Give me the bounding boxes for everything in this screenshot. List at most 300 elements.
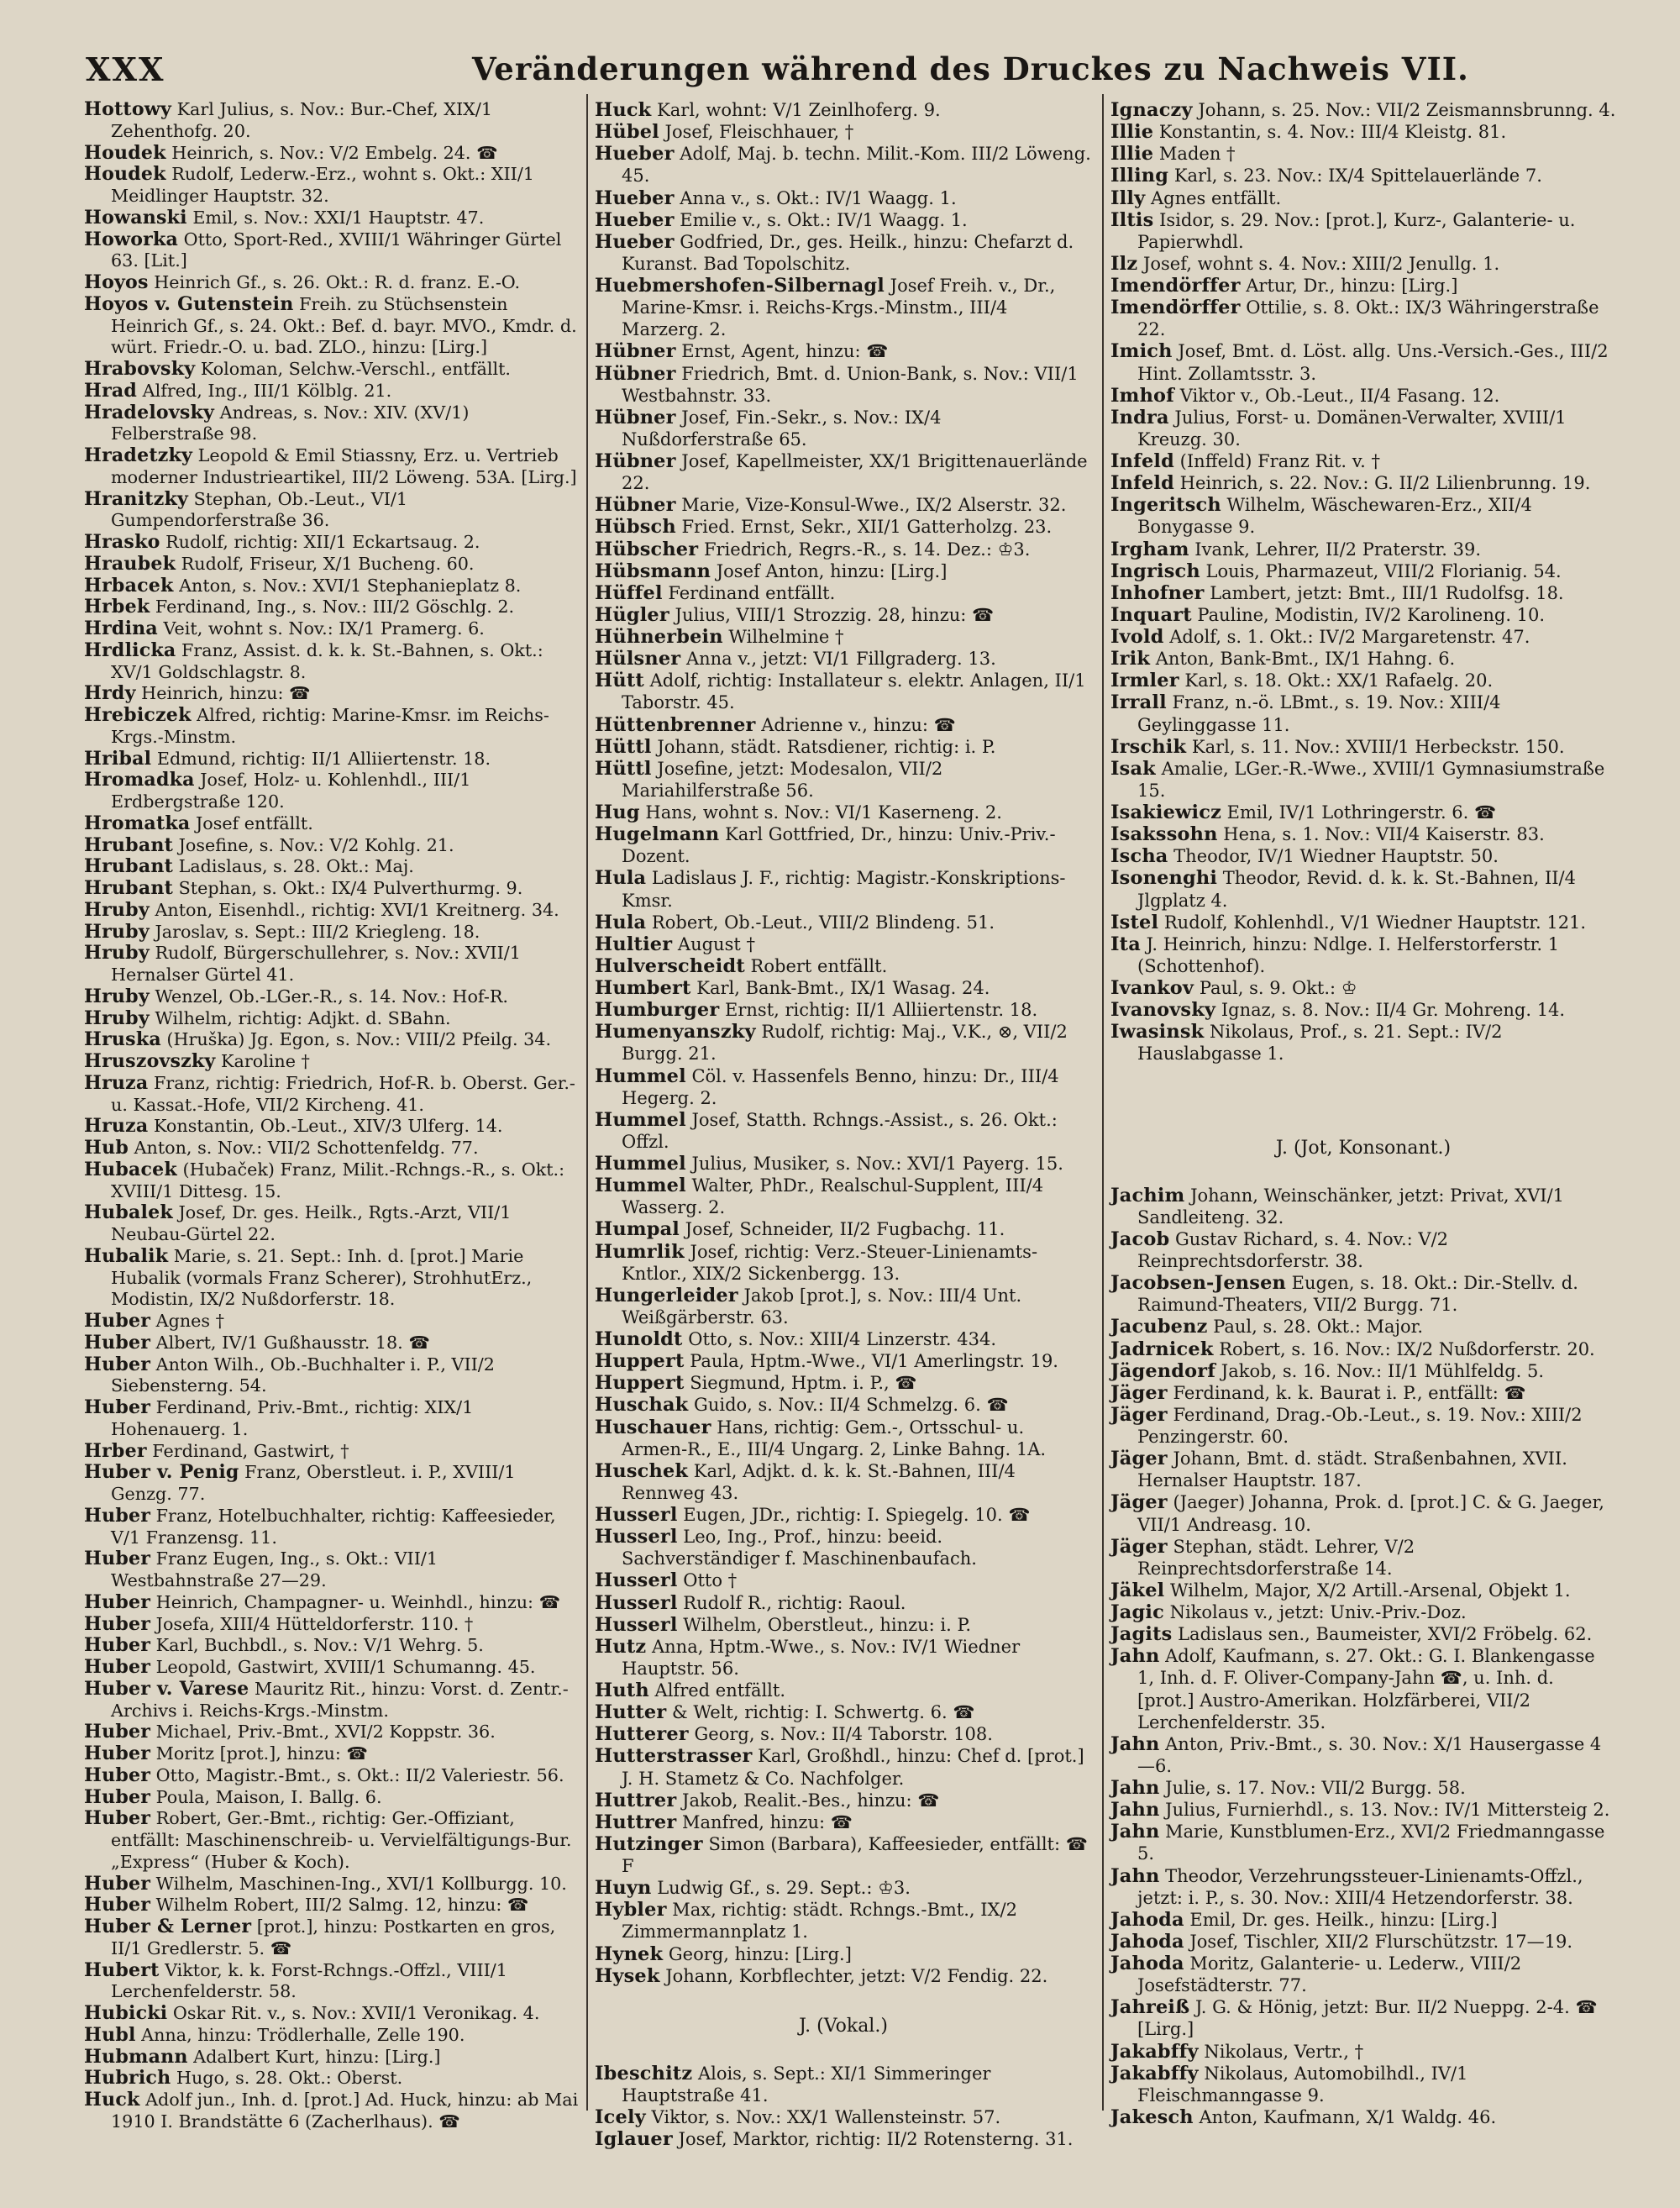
entry-surname: Huth <box>595 1680 649 1701</box>
directory-entry <box>84 576 581 597</box>
directory-entry <box>1110 340 1616 384</box>
entry-details: Godfried, Dr., ges. Heilk., hinzu: Chefarzt d. Kuranst. Bad Topolschitz. <box>622 231 1074 274</box>
directory-entry <box>1110 1931 1616 1953</box>
entry-surname: Hüttl <box>595 735 652 758</box>
entry-details: Anton, Bank-Bmt., IX/1 Hahng. 6. <box>1150 649 1456 670</box>
entry-surname: Hübsmann <box>595 560 711 582</box>
entry-details: Karl Gottfried, Dr., hinzu: Univ.-Priv.-Dozent. <box>622 824 1056 867</box>
entry-details: Moritz, Galanterie- u. Lederw., VIII/2 Josefstädterstr. 77. <box>1137 1953 1522 1996</box>
entry-surname: Huttrer <box>595 1811 677 1833</box>
entry-surname: Jäger <box>1110 1381 1168 1404</box>
entry-surname: Humburger <box>595 999 720 1022</box>
entry-surname: Hummel <box>595 1065 686 1087</box>
entry-surname: Huber v. Varese <box>84 1677 249 1700</box>
entry-details: Adolf jun., Inh. d. [prot.] Ad. Huck, hinzu: ab Mai 1910 I. Brandstätte 6 (Zacherlhaus). ☎ <box>111 2090 579 2132</box>
entry-details: Agnes † <box>150 1311 224 1331</box>
directory-entry <box>595 2128 1092 2150</box>
directory-entry <box>595 1218 1092 1240</box>
entry-surname: Hubalek <box>84 1201 173 1224</box>
entry-surname: Hromadka <box>84 769 195 791</box>
entry-surname: Hutterstrasser <box>595 1745 753 1768</box>
page-number: XXX <box>86 50 165 88</box>
entry-details: Robert entfällt. <box>744 955 888 976</box>
section-heading: J. (Vokal.) <box>799 2015 888 2037</box>
directory-entry <box>84 835 581 857</box>
directory-entry <box>1110 209 1616 253</box>
entry-details: Ladislaus, s. 28. Okt.: Maj. <box>173 856 414 877</box>
entry-surname: Jahoda <box>1110 1908 1184 1931</box>
entry-details: Ernst, richtig: II/1 Alliiertenstr. 18. <box>719 1000 1038 1021</box>
entry-details: Max, richtig: städt. Rchngs.-Bmt., IX/2 Zimmermannplatz 1. <box>622 1900 1017 1943</box>
entry-surname: Hottowy <box>84 98 172 120</box>
directory-entry <box>84 554 581 576</box>
entry-surname: Huebmershofen-Silbernagl <box>595 275 885 297</box>
directory-entry <box>1110 1799 1616 1821</box>
entry-details: Pauline, Modistin, IV/2 Karolineng. 10. <box>1191 604 1546 625</box>
entry-surname: Jahn <box>1110 1821 1160 1843</box>
entry-details: Freih. zu Stüchsenstein Heinrich Gf., s. 24. Okt.: Bef. d. bayr. MVO., Kmdr. d. würt. Friedr.-O. u. bad. ZLO., hinzu: [Lirg.] <box>111 293 577 358</box>
entry-details: Josef, Statth. Rchngs.-Assist., s. 26. Okt.: Offzl. <box>622 1109 1058 1152</box>
directory-entry <box>1110 560 1616 582</box>
entry-details: Rudolf, richtig: XII/1 Eckartsaug. 2. <box>160 532 480 552</box>
entry-details: Marie, s. 21. Sept.: Inh. d. [prot.] Marie Hubalik (vormals Franz Scherer), StrohhutErz., Modistin, IX/2 Nußdorferstr. 18. <box>111 1245 533 1310</box>
directory-entry <box>84 402 581 446</box>
entry-details: Karl, s. 11. Nov.: XVIII/1 Herbeckstr. 150. <box>1186 736 1565 757</box>
entry-details: Robert, Ger.-Bmt., richtig: Ger.-Offiziant, entfällt: Maschinenschreib- u. Vervielfältigungs-Bur. „Express“ (Huber & Koch). <box>111 1808 572 1872</box>
entry-surname: Husserl <box>595 1504 678 1526</box>
entry-details: Louis, Pharmazeut, VIII/2 Florianig. 54. <box>1200 560 1562 581</box>
entry-surname: Hrbacek <box>84 574 174 597</box>
entry-details: Josef, Fleischhauer, † <box>659 122 854 143</box>
directory-entry <box>595 1877 1092 1899</box>
entry-details: Johann, Weinschänker, jetzt: Privat, XVI/1 Sandleiteng. 32. <box>1137 1185 1565 1228</box>
entry-details: Karl, Buchbdl., s. Nov.: V/1 Wehrg. 5. <box>150 1635 484 1656</box>
entry-surname: Ivold <box>1110 626 1164 648</box>
entry-surname: Hrubant <box>84 877 174 899</box>
entry-details: Josef, Tischler, XII/2 Flurschützstr. 17—19. <box>1184 1931 1573 1952</box>
entry-surname: Iglauer <box>595 2128 673 2151</box>
entry-surname: Huber <box>84 1807 151 1830</box>
entry-details: Anton Wilh., Ob.-Buchhalter i. P., VII/2 Siebensterng. 54. <box>111 1354 495 1396</box>
entry-surname: Hübner <box>595 450 676 472</box>
entry-surname: Hrdina <box>84 618 158 639</box>
directory-entry <box>1110 691 1616 735</box>
entry-details: Anton, Priv.-Bmt., s. 30. Nov.: X/1 Hausergasse 4—6. <box>1137 1733 1602 1776</box>
entry-details: Guido, s. Nov.: II/4 Schmelzg. 6. ☎ <box>688 1395 1009 1416</box>
entry-details: Karl, wohnt: V/1 Zeinlhoferg. 9. <box>651 100 941 120</box>
entry-surname: Huck <box>84 2089 140 2111</box>
directory-entry <box>1110 1909 1616 1931</box>
entry-details: Josef Freih. v., Dr., Marine-Kmsr. i. Reichs-Krgs.-Minstm., III/4 Marzerg. 2. <box>622 276 1056 340</box>
entry-details: Anna v., jetzt: VI/1 Fillgraderg. 13. <box>680 649 996 670</box>
directory-entry <box>595 1504 1092 1526</box>
directory-entry <box>595 1328 1092 1350</box>
entry-surname: Imhof <box>1110 384 1175 407</box>
directory-entry <box>84 1311 581 1333</box>
entry-surname: Ibeschitz <box>595 2062 693 2084</box>
entry-surname: Hubalik <box>84 1244 169 1267</box>
directory-entry <box>595 1592 1092 1614</box>
entry-surname: Huber <box>84 1353 151 1375</box>
entry-details: Heinrich, s. 22. Nov.: G. II/2 Lilienbrunng. 19. <box>1174 473 1591 494</box>
directory-entry <box>84 1506 581 1549</box>
entry-details: Fried. Ernst, Sekr., XII/1 Gatterholzg. 23. <box>675 517 1053 538</box>
directory-entry <box>84 1462 581 1506</box>
directory-entry <box>84 1635 581 1657</box>
entry-surname: Hruska <box>84 1028 161 1051</box>
directory-entry <box>595 1790 1092 1811</box>
directory-entry <box>84 99 581 143</box>
entry-details: Otto † <box>677 1570 738 1591</box>
entry-surname: Humbert <box>595 977 691 999</box>
entry-surname: Howanski <box>84 206 187 229</box>
entry-surname: Hrdlicka <box>84 639 176 661</box>
entry-details: Hugo, s. 28. Okt.: Oberst. <box>171 2068 403 2089</box>
directory-entry <box>84 749 581 770</box>
directory-entry <box>1110 1316 1616 1338</box>
entry-details: Josef, Schneider, II/2 Fugbachg. 11. <box>680 1219 1005 1240</box>
directory-entry <box>1110 99 1616 121</box>
directory-entry <box>595 1460 1092 1504</box>
directory-entry <box>595 1285 1092 1328</box>
directory-entry <box>595 1723 1092 1745</box>
entry-surname: Ilz <box>1110 252 1138 275</box>
entry-surname: Huber <box>84 1396 151 1418</box>
directory-entry <box>1110 385 1616 407</box>
directory-entry <box>1110 450 1616 472</box>
entry-surname: Isakssohn <box>1110 823 1218 846</box>
directory-entry <box>595 1943 1092 1965</box>
entry-surname: Jagits <box>1110 1623 1173 1646</box>
entry-details: Friedrich, Regrs.-R., s. 14. Dez.: ♔3. <box>698 539 1031 560</box>
directory-entry <box>595 1569 1092 1591</box>
directory-entry <box>595 758 1092 802</box>
entry-details: Paul, s. 9. Okt.: ♔ <box>1194 978 1357 998</box>
entry-surname: Hugelmann <box>595 823 720 846</box>
entry-details: Karl Julius, s. Nov.: Bur.-Chef, XIX/1 Zehenthofg. 20. <box>111 99 493 141</box>
entry-details: Josef, richtig: Verz.-Steuer-Linienamts-Kntlor., XIX/2 Sickenbergg. 13. <box>622 1241 1038 1284</box>
directory-entry <box>595 1065 1092 1109</box>
entry-details: Jakob, Realit.-Bes., hinzu: ☎ <box>676 1790 940 1811</box>
entry-surname: Hummel <box>595 1175 686 1197</box>
entry-details: Heinrich Gf., s. 26. Okt.: R. d. franz. E.-O. <box>148 272 521 292</box>
entry-details: Nikolaus, Prof., s. 21. Sept.: IV/2 Hauslabgasse 1. <box>1137 1022 1503 1065</box>
directory-entry <box>84 2090 581 2133</box>
entry-surname: Irschik <box>1110 735 1187 758</box>
directory-entry <box>595 933 1092 955</box>
directory-entry <box>595 802 1092 823</box>
entry-details: Koloman, Selchw.-Verschl., entfällt. <box>195 359 511 379</box>
entry-details: Emilie v., s. Okt.: IV/1 Waagg. 1. <box>674 209 968 230</box>
entry-surname: Jägendorf <box>1110 1359 1216 1382</box>
entry-surname: Jahn <box>1110 1864 1160 1887</box>
entry-surname: Indra <box>1110 406 1169 428</box>
directory-entry <box>595 1372 1092 1394</box>
entry-details: Emil, Dr. ges. Heilk., hinzu: [Lirg.] <box>1184 1909 1498 1930</box>
entry-details: Edmund, richtig: II/1 Alliiertenstr. 18. <box>151 748 491 769</box>
entry-surname: Hubicki <box>84 2002 168 2024</box>
directory-entry <box>1110 253 1616 275</box>
directory-entry <box>84 770 581 813</box>
entry-details: Nikolaus v., jetzt: Univ.-Priv.-Doz. <box>1163 1602 1467 1622</box>
entry-surname: Jagic <box>1110 1601 1164 1623</box>
directory-entry <box>595 1153 1092 1175</box>
directory-entry <box>1110 1777 1616 1799</box>
directory-entry <box>595 1680 1092 1701</box>
entry-details: Stephan, Ob.-Leut., VI/1 Gumpendorferstraße 36. <box>111 488 408 531</box>
entry-surname: Hubmann <box>84 2045 188 2068</box>
entry-details: Georg, s. Nov.: II/4 Taborstr. 108. <box>688 1724 993 1745</box>
entry-details: Rudolf, Kohlenhdl., V/1 Wiedner Hauptstr. 121. <box>1158 912 1587 933</box>
entry-surname: Irmler <box>1110 670 1179 692</box>
entry-details: Eugen, s. 18. Okt.: Dir.-Stellv. d. Raimund-Theaters, VII/2 Burgg. 71. <box>1137 1273 1578 1316</box>
entry-surname: Illy <box>1110 187 1146 209</box>
directory-entry <box>595 977 1092 999</box>
directory-entry <box>84 164 581 208</box>
entry-details: Alfred, richtig: Marine-Kmsr. im Reichs-Krgs.-Minstm. <box>111 705 549 747</box>
entry-details: Karl, Adjkt. d. k. k. St.-Bahnen, III/4 Rennweg 43. <box>622 1460 1016 1503</box>
entry-details: Theodor, IV/1 Wiedner Hauptstr. 50. <box>1168 846 1499 867</box>
directory-entry <box>595 187 1092 209</box>
entry-surname: Huber <box>84 1548 151 1570</box>
directory-entry <box>1110 1382 1616 1404</box>
entry-surname: Hühnerbein <box>595 626 723 648</box>
entry-details: Artur, Dr., hinzu: [Lirg.] <box>1240 276 1458 296</box>
entry-surname: Inquart <box>1110 603 1192 626</box>
entry-surname: Irgham <box>1110 538 1189 560</box>
directory-entry <box>1110 823 1616 845</box>
directory-entry <box>595 407 1092 450</box>
entry-details: Josef, Kapellmeister, XX/1 Brigittenauerlände 22. <box>622 451 1088 494</box>
entry-surname: Hrber <box>84 1439 147 1462</box>
entry-surname: Hueber <box>595 187 675 209</box>
entry-surname: Huschak <box>595 1394 689 1417</box>
directory-entry <box>84 922 581 944</box>
entry-details: Ferdinand, Ing., s. Nov.: III/2 Göschlg. 2. <box>150 597 515 618</box>
directory-entry <box>595 912 1092 933</box>
entry-details: Franz, Assist. d. k. k. St.-Bahnen, s. Okt.: XV/1 Goldschlagstr. 8. <box>111 639 543 682</box>
entry-surname: Huber <box>84 1612 151 1635</box>
entry-surname: Huber <box>84 1590 151 1613</box>
entry-surname: Hruby <box>84 898 150 921</box>
directory-entry <box>1110 1360 1616 1382</box>
directory-entry <box>84 943 581 986</box>
entry-details: Theodor, Verzehrungssteuer-Linienamts-Offzl., jetzt: i. P., s. 30. Nov.: XIII/4 Hetzendorferstr. 38. <box>1137 1865 1583 1908</box>
entry-surname: Isak <box>1110 757 1156 780</box>
entry-surname: Husserl <box>595 1569 678 1592</box>
directory-entry <box>1110 845 1616 867</box>
entry-surname: Hueber <box>595 230 675 253</box>
entry-surname: Hutz <box>595 1635 647 1658</box>
entry-details: Nikolaus, Vertr., † <box>1198 2041 1364 2062</box>
entry-details: Ignaz, s. 8. Nov.: II/4 Gr. Mohreng. 14. <box>1215 1000 1566 1021</box>
directory-entry <box>1110 1733 1616 1777</box>
entry-details: Adolf, s. 1. Okt.: IV/2 Margaretenstr. 47. <box>1163 627 1530 647</box>
entry-surname: Hrasko <box>84 531 160 553</box>
entry-surname: Jahn <box>1110 1799 1160 1822</box>
entry-details: Viktor, s. Nov.: XX/1 Wallensteinstr. 57. <box>645 2107 1001 2128</box>
entry-surname: Jahreiß <box>1110 1996 1190 2019</box>
entry-details: Ferdinand, Priv.-Bmt., richtig: XIX/1 Hohenauerg. 1. <box>111 1397 474 1439</box>
entry-surname: Huschek <box>595 1459 689 1482</box>
directory-entry <box>1110 977 1616 999</box>
directory-entry <box>1110 407 1616 450</box>
directory-entry <box>84 1679 581 1722</box>
section-heading: J. (Jot, Konsonant.) <box>1275 1137 1452 1159</box>
entry-surname: Hrebiczek <box>84 704 192 726</box>
directory-entry <box>84 1895 581 1916</box>
entry-details: Anton, Kaufmann, X/1 Waldg. 46. <box>1193 2106 1497 2127</box>
entry-surname: Jahn <box>1110 1732 1160 1755</box>
column-divider <box>1102 94 1104 2111</box>
entry-details: Adrienne v., hinzu: ☎ <box>755 714 956 735</box>
entry-details: Franz Eugen, Ing., s. Okt.: VII/1 Westbahnstraße 27—29. <box>111 1548 438 1590</box>
entry-surname: Hungerleider <box>595 1284 738 1306</box>
directory-entry <box>1110 867 1616 911</box>
entry-surname: Ivanovsky <box>1110 999 1216 1022</box>
entry-surname: Jakesch <box>1110 2105 1194 2128</box>
directory-entry <box>595 1636 1092 1680</box>
directory-entry <box>84 2025 581 2047</box>
entry-details: Ivank, Lehrer, II/2 Praterstr. 39. <box>1189 539 1482 560</box>
entry-surname: Jahn <box>1110 1777 1160 1799</box>
directory-entry <box>84 2047 581 2069</box>
directory-entry <box>595 2063 1092 2106</box>
entry-surname: Huber <box>84 1764 151 1786</box>
directory-entry <box>1110 1448 1616 1491</box>
directory-entry <box>1110 494 1616 538</box>
entry-details: Anton, s. Nov.: XVI/1 Stephanieplatz 8. <box>173 575 522 596</box>
entry-surname: Ingrisch <box>1110 560 1200 582</box>
entry-surname: Hrdy <box>84 682 136 705</box>
directory-entry <box>595 648 1092 670</box>
entry-details: Franz, n.-ö. LBmt., s. 19. Nov.: XIII/4 Geylinggasse 11. <box>1137 692 1501 735</box>
entry-surname: Jadrnicek <box>1110 1338 1214 1360</box>
directory-entry <box>84 900 581 922</box>
entry-details: Theodor, Revid. d. k. k. St.-Bahnen, II/4 Jlgplatz 4. <box>1137 868 1576 911</box>
entry-details: Ladislaus J. F., richtig: Magistr.-Konskriptions-Kmsr. <box>622 868 1066 911</box>
directory-entry <box>595 1614 1092 1636</box>
entry-details: Albert, IV/1 Gußhausstr. 18. ☎ <box>150 1332 431 1353</box>
entry-details: Alois, s. Sept.: XI/1 Simmeringer Hauptstraße 41. <box>622 2063 991 2105</box>
directory-column-1 <box>84 99 581 2133</box>
entry-surname: Hüffel <box>595 581 663 604</box>
directory-entry <box>1110 933 1616 977</box>
entry-surname: Husserl <box>595 1526 678 1548</box>
entry-details: Hena, s. 1. Nov.: VII/4 Kaiserstr. 83. <box>1217 824 1545 845</box>
entry-surname: Hruby <box>84 942 150 965</box>
directory-entry <box>84 143 581 165</box>
entry-surname: Huppert <box>595 1372 685 1395</box>
entry-details: Heinrich, Champagner- u. Weinhdl., hinzu: ☎ <box>150 1591 561 1612</box>
entry-surname: Irik <box>1110 648 1151 670</box>
entry-details: Johann, städt. Ratsdiener, richtig: i. P. <box>651 736 996 757</box>
directory-entry <box>84 1592 581 1614</box>
entry-details: Karl, Bank-Bmt., IX/1 Wasag. 24. <box>690 978 990 998</box>
entry-surname: Huber <box>84 1310 151 1332</box>
entry-details: Julius, Forst- u. Domänen-Verwalter, XVIII/1 Kreuzg. 30. <box>1137 407 1567 449</box>
directory-entry <box>595 275 1092 340</box>
directory-entry <box>1110 1228 1616 1272</box>
directory-column-3 <box>1110 99 1616 2128</box>
directory-entry <box>84 272 581 294</box>
entry-surname: Hügler <box>595 603 669 626</box>
entry-details: Maden † <box>1153 144 1236 165</box>
directory-entry <box>595 231 1092 275</box>
entry-details: Jakob, s. 16. Nov.: II/1 Mühlfeldg. 5. <box>1215 1360 1545 1381</box>
entry-surname: Hruszovszky <box>84 1050 216 1072</box>
directory-entry <box>1110 143 1616 165</box>
entry-details: Konstantin, s. 4. Nov.: III/4 Kleistg. 81. <box>1153 122 1507 143</box>
directory-column-2 <box>595 99 1092 2150</box>
entry-details: Stephan, s. Okt.: IX/4 Pulverthurmg. 9. <box>173 878 523 898</box>
entry-surname: Huber <box>84 1634 151 1657</box>
directory-entry <box>595 1745 1092 1789</box>
entry-surname: Hutzinger <box>595 1832 703 1855</box>
entry-surname: Hummel <box>595 1108 686 1131</box>
entry-details: Viktor v., Ob.-Leut., II/4 Fasang. 12. <box>1174 385 1500 406</box>
entry-details: Hans, wohnt s. Nov.: VI/1 Kaserneng. 2. <box>639 802 1002 823</box>
directory-entry <box>595 2106 1092 2128</box>
directory-entry <box>84 813 581 835</box>
entry-surname: Howorka <box>84 228 179 250</box>
directory-entry <box>1110 1645 1616 1733</box>
entry-surname: Hüttenbrenner <box>595 713 756 736</box>
directory-entry <box>84 618 581 640</box>
entry-surname: Hrbek <box>84 596 150 618</box>
entry-details: Ladislaus sen., Baumeister, XVI/2 Fröbelg. 62. <box>1172 1624 1593 1645</box>
entry-surname: Infeld <box>1110 450 1174 472</box>
entry-surname: Hübner <box>595 362 676 385</box>
entry-details: Franz, richtig: Friedrich, Hof-R. b. Oberst. Ger.- u. Kassat.-Hofe, VII/2 Kircheng. 41. <box>111 1072 575 1115</box>
directory-entry <box>84 1397 581 1441</box>
directory-entry <box>595 340 1092 362</box>
entry-details: Karoline † <box>215 1051 310 1071</box>
entry-details: Marie, Vize-Konsul-Wwe., IX/2 Alserstr. 32. <box>675 495 1067 516</box>
entry-details: Eugen, JDr., richtig: I. Spiegelg. 10. ☎ <box>677 1505 1031 1525</box>
entry-details: Adolf, Kaufmann, s. 27. Okt.: G. I. Blankengasse 1, Inh. d. F. Oliver-Company-Jahn ☎, u. Inh. d. [prot.] Austro-Amerikan. Holzfärberei, VII/2 Lerchenfelderstr. 35. <box>1137 1646 1595 1732</box>
entry-surname: Husserl <box>595 1591 678 1614</box>
entry-details: Wilhelm, Wäschewaren-Erz., XII/4 Bonygasse 9. <box>1137 495 1532 538</box>
directory-entry <box>84 1548 581 1592</box>
directory-entry <box>84 1808 581 1873</box>
entry-surname: Hubacek <box>84 1158 177 1180</box>
entry-surname: Husserl <box>595 1613 678 1636</box>
entry-surname: Iltis <box>1110 208 1154 231</box>
entry-surname: Hrad <box>84 379 138 402</box>
entry-surname: Huttrer <box>595 1789 677 1811</box>
directory-entry <box>595 999 1092 1021</box>
entry-details: Josef, Bmt. d. Löst. allg. Uns.-Versich.-Ges., III/2 Hint. Zollamtsstr. 3. <box>1137 341 1609 384</box>
entry-surname: Hutter <box>595 1701 667 1724</box>
directory-entry <box>595 539 1092 560</box>
entry-details: J. G. & Hönig, jetzt: Bur. II/2 Nueppg. 2-4. ☎ [Lirg.] <box>1137 1997 1598 2040</box>
entry-surname: Ingeritsch <box>1110 494 1221 517</box>
entry-details: Jakob [prot.], s. Nov.: III/4 Unt. Weißgärberstr. 63. <box>622 1285 1022 1327</box>
entry-details: Emil, s. Nov.: XXI/1 Hauptstr. 47. <box>186 207 485 228</box>
directory-entry <box>1110 1021 1616 1065</box>
entry-surname: Jäger <box>1110 1491 1168 1514</box>
directory-entry <box>84 1960 581 2004</box>
entry-details: Josef, Fin.-Sekr., s. Nov.: IX/4 Nußdorferstraße 65. <box>622 407 942 449</box>
entry-details: Siegmund, Hptm. i. P., ☎ <box>684 1373 917 1394</box>
directory-entry <box>84 683 581 705</box>
directory-entry <box>84 878 581 900</box>
directory-entry <box>1110 1865 1616 1909</box>
directory-entry <box>1110 999 1616 1021</box>
entry-details: (Inffeld) Franz Rit. v. † <box>1174 451 1380 471</box>
directory-entry <box>84 1159 581 1203</box>
